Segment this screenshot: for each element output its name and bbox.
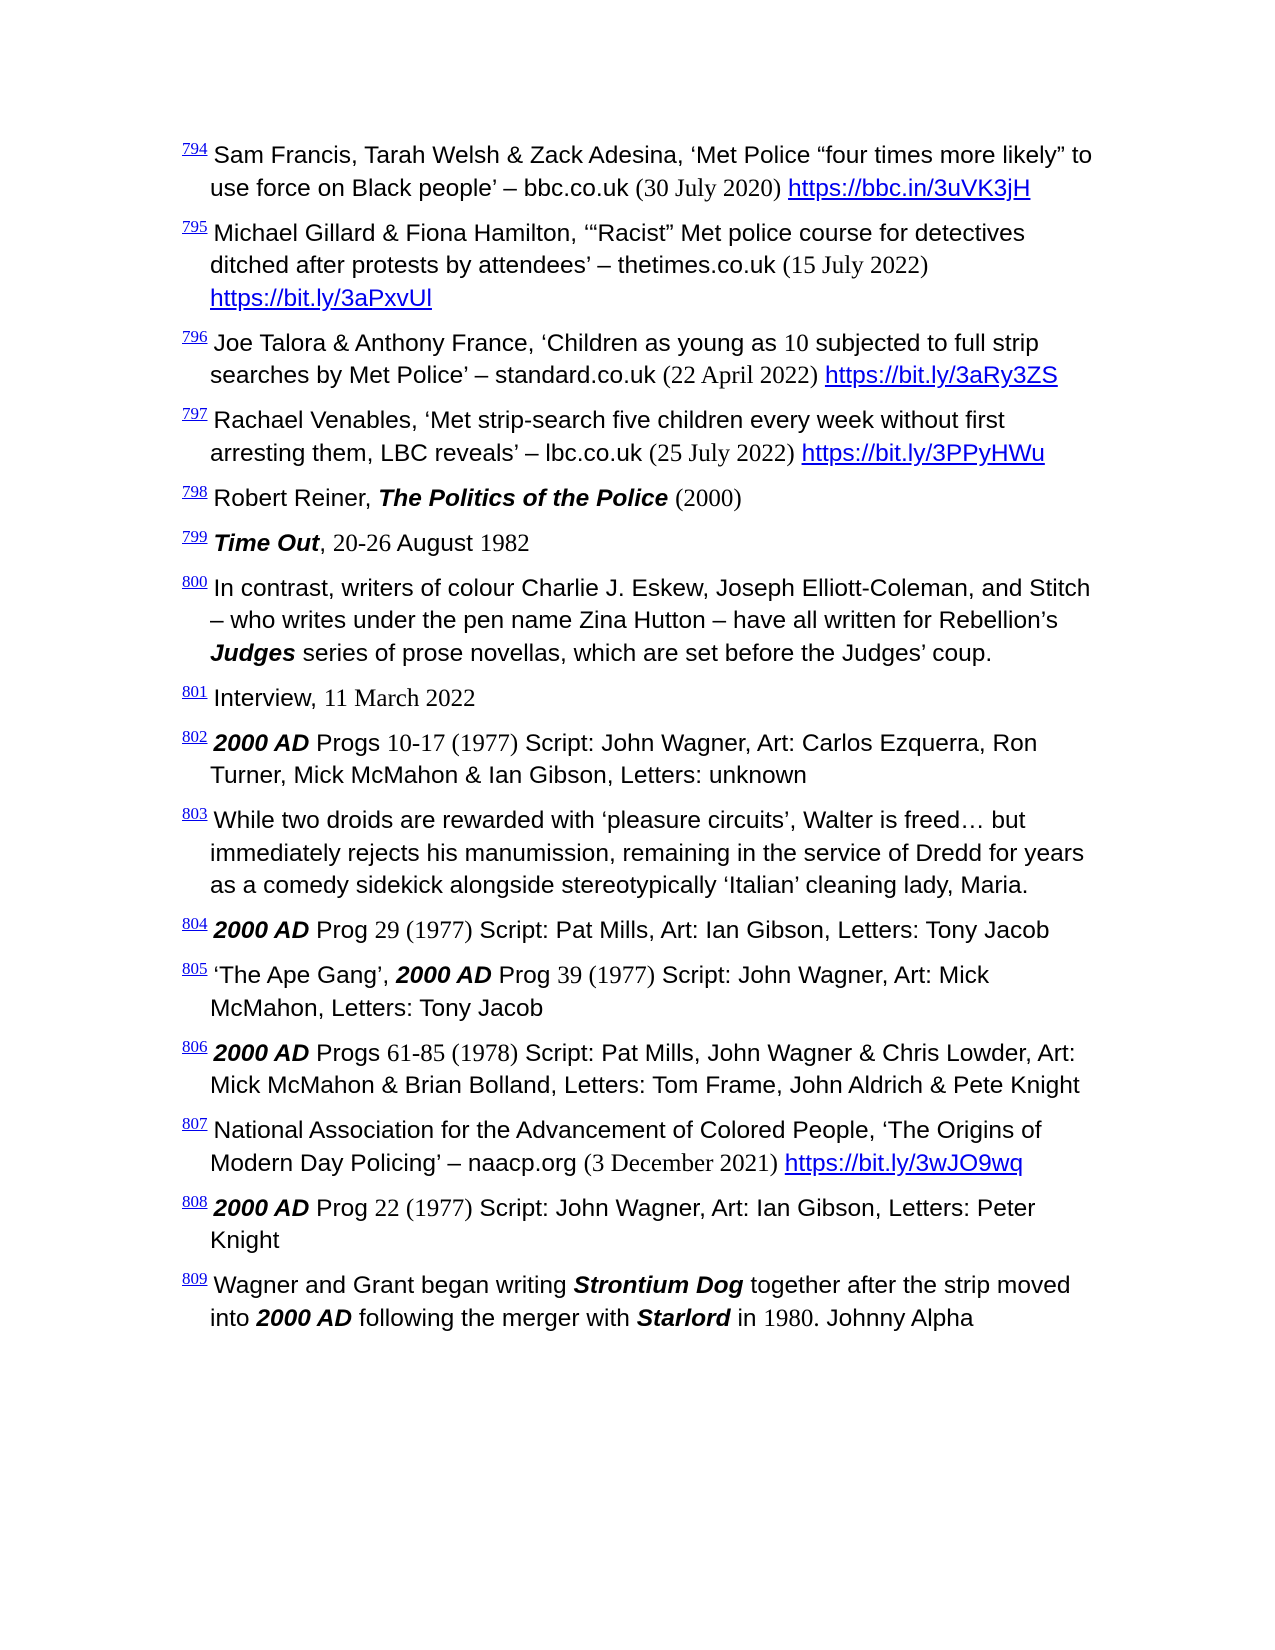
work-title: 2000 AD bbox=[256, 1304, 353, 1332]
endnote-805 bbox=[182, 960, 1102, 1025]
note-text: , bbox=[319, 529, 333, 557]
numeric-text: 22 (1977) bbox=[374, 1194, 473, 1222]
numeric-text: 1980. bbox=[763, 1304, 820, 1332]
endnote-number-link[interactable]: 798 bbox=[182, 481, 208, 501]
endnote-number-link[interactable]: 805 bbox=[182, 959, 208, 978]
numeric-text: (2000) bbox=[675, 484, 742, 512]
endnote-807 bbox=[182, 1115, 1102, 1180]
url-link[interactable]: https://bit.ly/3PPyHWu bbox=[801, 439, 1045, 467]
endnote-806 bbox=[182, 1038, 1102, 1103]
endnote-798 bbox=[182, 483, 1102, 516]
endnote-794 bbox=[182, 140, 1102, 205]
note-text: Michael Gillard & Fiona Hamilton, ‘“Racist” Met police course for detectives ditched after protests by attendees’ – thetimes.co.uk bbox=[210, 219, 1026, 279]
note-text: Script: John Wagner, Art: Ian Gibson, Letters: Peter Knight bbox=[210, 1194, 1036, 1254]
note-text bbox=[795, 440, 802, 467]
work-title: 2000 AD bbox=[213, 1194, 310, 1222]
note-text: Interview, bbox=[213, 684, 324, 712]
endnote-number-link[interactable]: 796 bbox=[182, 326, 208, 346]
note-text: following the merger with bbox=[352, 1304, 637, 1332]
note-text: National Association for the Advancement of Colored People, ‘The Origins of Modern Day Policing’ – naacp.org bbox=[210, 1117, 1042, 1177]
note-text: Script: John Wagner, Art: Carlos Ezquerra, Ron Turner, Mick McMahon & Ian Gibson, Letters: unknown bbox=[210, 729, 1038, 789]
url-link[interactable]: https://bit.ly/3aPxvUl bbox=[210, 284, 432, 312]
endnote-number-link[interactable]: 806 bbox=[182, 1036, 208, 1056]
work-title: Judges bbox=[210, 639, 296, 667]
numeric-text: 39 (1977) bbox=[557, 962, 656, 989]
url-link[interactable]: https://bit.ly/3aRy3ZS bbox=[824, 362, 1058, 389]
work-title: Strontium Dog bbox=[573, 1272, 744, 1299]
work-title: Starlord bbox=[636, 1304, 731, 1332]
endnote-797 bbox=[182, 405, 1102, 470]
note-text: in bbox=[730, 1304, 764, 1332]
endnote-809 bbox=[182, 1270, 1102, 1335]
note-text: Progs bbox=[309, 729, 387, 757]
note-text: series of prose novellas, which are set before the Judges’ coup. bbox=[295, 639, 993, 667]
endnote-number-link[interactable]: 803 bbox=[182, 804, 208, 823]
endnote-number-link[interactable]: 802 bbox=[182, 726, 208, 746]
note-text: Robert Reiner, bbox=[213, 484, 379, 512]
endnote-number-link[interactable]: 809 bbox=[182, 1269, 208, 1288]
endnote-804 bbox=[182, 915, 1102, 948]
url-link[interactable]: https://bit.ly/3wJO9wq bbox=[784, 1149, 1024, 1177]
endnote-number-link[interactable]: 795 bbox=[182, 216, 208, 236]
endnote-803 bbox=[182, 805, 1102, 903]
endnote-800 bbox=[182, 573, 1102, 671]
note-text: Joe Talora & Anthony France, ‘Children as young as bbox=[213, 329, 784, 357]
note-text: Rachael Venables, ‘Met strip-search five children every week without first arresting them, LBC reveals’ – lbc.co.uk bbox=[210, 407, 1005, 467]
endnote-number-link[interactable]: 797 bbox=[182, 404, 208, 423]
note-text: Prog bbox=[309, 1194, 375, 1222]
numeric-text: 1982 bbox=[479, 529, 530, 557]
note-text bbox=[778, 1150, 785, 1177]
note-text: Script: Pat Mills, John Wagner & Chris Lowder, Art: Mick McMahon & Brian Bolland, Letters: Tom Frame, John Aldrich & Pete Knight bbox=[210, 1039, 1080, 1099]
note-text: In contrast, writers of colour Charlie J. Eskew, Joseph Elliott-Coleman, and Stitch – who writes under the pen name Zina Hutton – have all written for Rebellion’s bbox=[210, 574, 1091, 634]
endnote-number-link[interactable]: 800 bbox=[182, 571, 208, 591]
endnote-808 bbox=[182, 1193, 1102, 1258]
numeric-text: 10-17 (1977) bbox=[386, 729, 519, 757]
numeric-text: 10 bbox=[783, 329, 809, 357]
endnote-number-link[interactable]: 801 bbox=[182, 681, 208, 701]
endnote-801 bbox=[182, 683, 1102, 716]
endnote-number-link[interactable]: 799 bbox=[182, 526, 208, 546]
numeric-text: 61-85 (1978) bbox=[386, 1039, 519, 1067]
note-text: August bbox=[391, 529, 480, 557]
url-link[interactable]: https://bbc.in/3uVK3jH bbox=[788, 174, 1031, 202]
numeric-text: 11 March 2022 bbox=[323, 684, 476, 712]
note-text bbox=[781, 175, 788, 202]
note-text: Prog bbox=[491, 962, 558, 989]
note-text: While two droids are rewarded with ‘pleasure circuits’, Walter is freed… but immediately rejects his manumission, remaining in the service of Dredd for years as a comedy sidekick alongside stereotypically ‘Italian’ cleaning lady, Maria. bbox=[210, 807, 1085, 899]
numeric-text: (30 July 2020) bbox=[635, 174, 782, 202]
work-title: 2000 AD bbox=[213, 1039, 310, 1067]
endnote-799 bbox=[182, 528, 1102, 561]
note-text: together after the strip moved into bbox=[210, 1272, 1071, 1332]
numeric-text: 29 (1977) bbox=[374, 917, 473, 944]
numeric-text: (25 July 2022) bbox=[648, 439, 795, 467]
note-text: Johnny Alpha bbox=[819, 1304, 974, 1332]
note-text: Script: John Wagner, Art: Mick McMahon, Letters: Tony Jacob bbox=[210, 962, 990, 1022]
numeric-text: (3 December 2021) bbox=[583, 1149, 778, 1177]
note-text: Script: Pat Mills, Art: Ian Gibson, Letters: Tony Jacob bbox=[472, 917, 1050, 944]
note-text: subjected to full strip searches by Met Police’ – standard.co.uk bbox=[210, 329, 1039, 389]
work-title: 2000 AD bbox=[213, 729, 310, 757]
numeric-text: (15 July 2022) bbox=[782, 252, 929, 279]
note-text bbox=[818, 362, 825, 389]
endnote-number-link[interactable]: 807 bbox=[182, 1114, 208, 1133]
endnote-795 bbox=[182, 218, 1102, 316]
work-title: The Politics of the Police bbox=[378, 484, 669, 512]
work-title: 2000 AD bbox=[213, 917, 310, 944]
endnote-796 bbox=[182, 328, 1102, 393]
work-title: Time Out bbox=[213, 529, 320, 557]
numeric-text: (22 April 2022) bbox=[662, 362, 819, 389]
note-text: Wagner and Grant began writing bbox=[213, 1272, 574, 1299]
note-text: Progs bbox=[309, 1039, 387, 1067]
endnote-number-link[interactable]: 794 bbox=[182, 139, 208, 158]
endnotes-list bbox=[182, 140, 1102, 1348]
note-text: Sam Francis, Tarah Welsh & Zack Adesina, ‘Met Police “four times more likely” to use force on Black people’ – bbc.co.uk bbox=[210, 142, 1093, 202]
endnote-802 bbox=[182, 728, 1102, 793]
numeric-text: 20-26 bbox=[332, 529, 392, 557]
work-title: 2000 AD bbox=[396, 962, 492, 989]
note-text: ‘The Ape Gang’, bbox=[213, 962, 397, 989]
endnote-number-link[interactable]: 808 bbox=[182, 1191, 208, 1211]
note-text: Prog bbox=[309, 917, 375, 944]
endnote-number-link[interactable]: 804 bbox=[182, 914, 208, 933]
